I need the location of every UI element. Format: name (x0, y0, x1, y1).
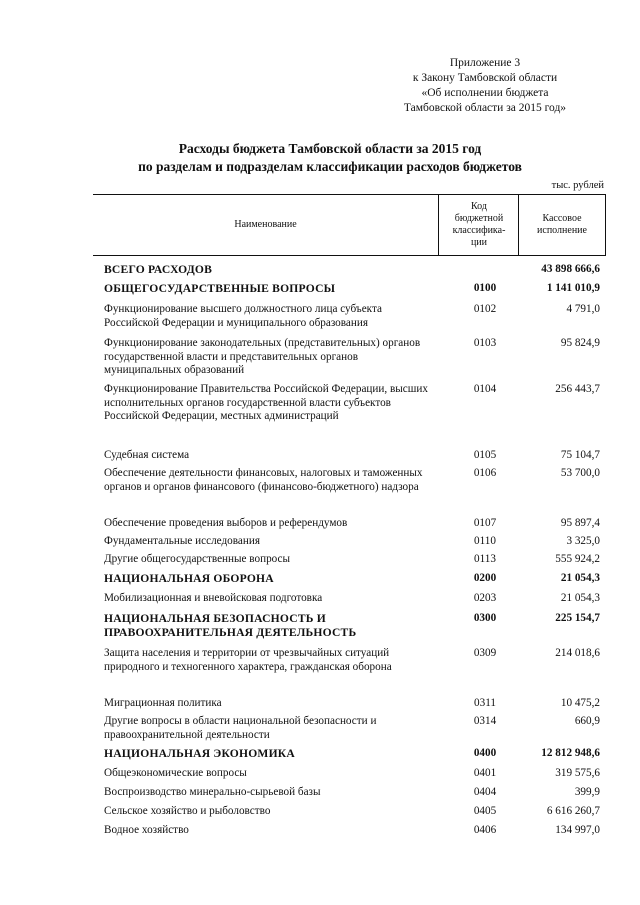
row-code: 0314 (473, 715, 497, 727)
header-code-line: классифика- (452, 225, 506, 236)
row-amount: 21 054,3 (560, 592, 600, 604)
appendix-line: Тамбовской области за 2015 год» (403, 102, 567, 114)
row-amount: 95 897,4 (560, 517, 600, 529)
row-amount: 399,9 (574, 786, 600, 798)
row-amount: 6 616 260,7 (546, 805, 600, 817)
row-code: 0102 (473, 303, 497, 315)
document-title (80, 140, 580, 176)
row-name: ОБЩЕГОСУДАРСТВЕННЫЕ ВОПРОСЫ (104, 282, 336, 295)
row-name: Другие вопросы в области национальной безопасности и правоохранительной деятельности (104, 715, 377, 741)
row-code: 0113 (474, 553, 496, 565)
row-amount: 225 154,7 (555, 612, 600, 624)
appendix-line: Приложение 3 (449, 57, 521, 69)
row-name: Обеспечение проведения выборов и референдумов (104, 517, 348, 529)
row-code: 0200 (473, 572, 497, 584)
row-name: Фундаментальные исследования (104, 535, 260, 547)
header-code-line: ции (470, 237, 488, 248)
header-code-line: бюджетной (454, 213, 504, 224)
header-name (93, 195, 438, 255)
row-code: 0400 (473, 747, 497, 759)
row-amount: 660,9 (574, 715, 600, 727)
row-code: 0110 (474, 535, 496, 547)
row-code: 0107 (473, 517, 497, 529)
row-code: 0405 (473, 805, 497, 817)
units-label: тыс. рублей (551, 180, 604, 191)
row-amount: 43 898 666,6 (541, 263, 600, 275)
row-name: Судебная система (104, 449, 190, 461)
appendix-note (360, 56, 610, 116)
row-name: Другие общегосударственные вопросы (104, 553, 291, 565)
row-code: 0103 (473, 337, 497, 349)
header-name-label: Наименование (234, 219, 297, 230)
row-amount: 319 575,6 (555, 767, 600, 779)
row-code: 0300 (473, 612, 497, 624)
header-amount-line: Кассовое (542, 213, 582, 224)
row-name: Функционирование высшего должностного лица субъекта Российской Федерации и муниципального образования (104, 303, 382, 329)
row-code: 0203 (473, 592, 497, 604)
header-amount-line: исполнение (537, 225, 587, 236)
row-name: Общеэкономические вопросы (104, 767, 247, 779)
row-name: Воспроизводство минерально-сырьевой базы (104, 786, 321, 798)
row-name: НАЦИОНАЛЬНАЯ ОБОРОНА (104, 572, 274, 585)
row-amount: 21 054,3 (560, 572, 600, 584)
row-name: Защита населения и территории от чрезвычайных ситуаций природного и техногенного характера, гражданская оборона (104, 647, 392, 673)
row-amount: 4 791,0 (566, 303, 600, 315)
row-code: 0104 (473, 383, 497, 395)
row-code: 0404 (473, 786, 497, 798)
row-amount: 75 104,7 (560, 449, 600, 461)
row-amount: 256 443,7 (555, 383, 600, 395)
header-amount (518, 195, 605, 255)
row-code: 0106 (473, 467, 497, 479)
row-name: НАЦИОНАЛЬНАЯ ЭКОНОМИКА (104, 747, 295, 760)
row-name: НАЦИОНАЛЬНАЯ БЕЗОПАСНОСТЬ И ПРАВООХРАНИТЕЛЬНАЯ ДЕЯТЕЛЬНОСТЬ (104, 612, 357, 639)
title-line: по разделам и подразделам классификации расходов бюджетов (138, 159, 522, 174)
row-amount: 214 018,6 (555, 647, 600, 659)
header-code-line: Код (471, 201, 487, 212)
row-name: Обеспечение деятельности финансовых, налоговых и таможенных органов и органов финансового (финансово-бюджетного) надзора (104, 467, 423, 493)
row-name: Функционирование законодательных (представительных) органов государственной власти и представительных органов муниципальных образований (104, 337, 421, 376)
row-amount: 10 475,2 (560, 697, 600, 709)
row-code: 0309 (473, 647, 497, 659)
row-name: Миграционная политика (104, 697, 222, 709)
row-code: 0406 (473, 824, 497, 836)
appendix-line: «Об исполнении бюджета (421, 87, 549, 99)
row-amount: 555 924,2 (555, 553, 600, 565)
appendix-line: к Закону Тамбовской области (412, 72, 558, 84)
title-line: Расходы бюджета Тамбовской области за 2015 год (178, 141, 482, 156)
row-name: Мобилизационная и вневойсковая подготовка (104, 592, 323, 604)
table-header (93, 194, 606, 256)
row-name: Функционирование Правительства Российской Федерации, высших исполнительных органов государственной власти субъектов Российской Федерации, местных администраций (104, 383, 428, 422)
header-code (438, 195, 519, 255)
row-name: ВСЕГО РАСХОДОВ (104, 263, 213, 276)
row-amount: 3 325,0 (566, 535, 600, 547)
row-amount: 1 141 010,9 (546, 282, 600, 294)
row-code: 0100 (473, 282, 497, 294)
row-amount: 95 824,9 (560, 337, 600, 349)
row-code: 0105 (473, 449, 497, 461)
row-amount: 134 997,0 (555, 824, 600, 836)
row-amount: 53 700,0 (560, 467, 600, 479)
row-name: Сельское хозяйство и рыболовство (104, 805, 271, 817)
row-code: 0311 (474, 697, 496, 709)
row-name: Водное хозяйство (104, 824, 189, 836)
row-amount: 12 812 948,6 (541, 747, 600, 759)
row-code: 0401 (473, 767, 497, 779)
